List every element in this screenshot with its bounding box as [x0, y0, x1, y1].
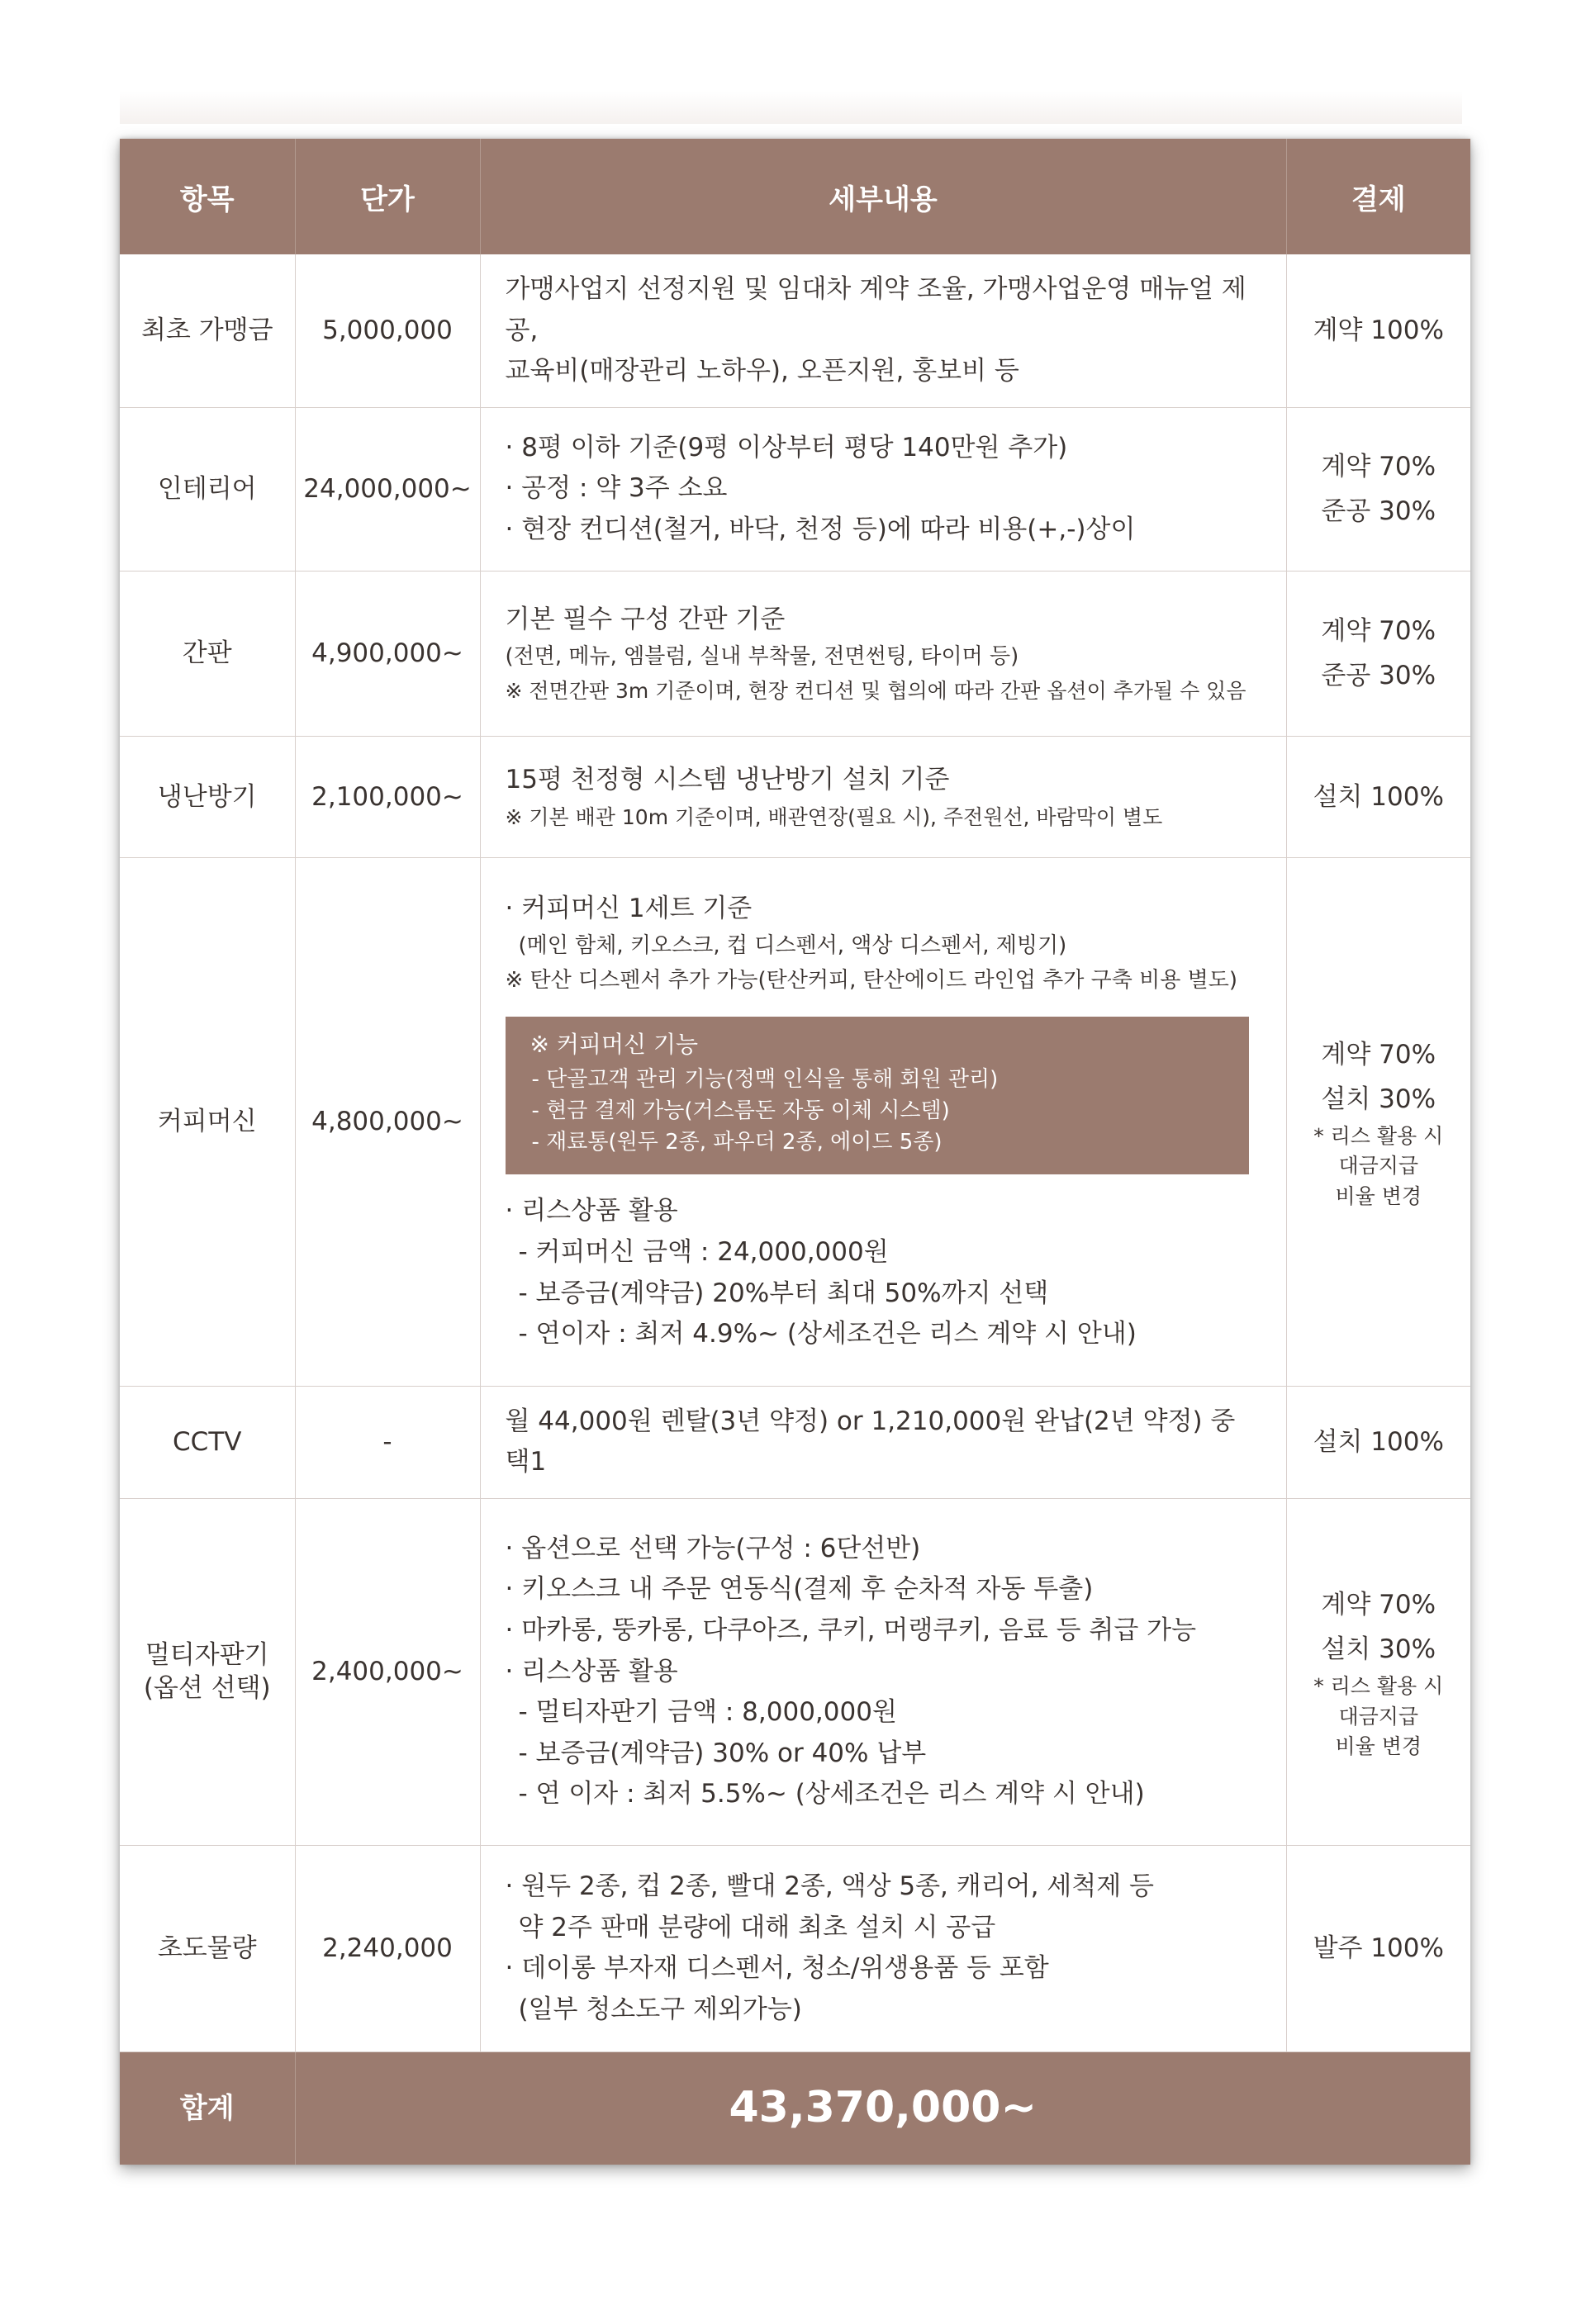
detail-line: · 리스상품 활용	[505, 1196, 678, 1226]
table-header-row	[120, 139, 1470, 254]
item-cell: 인테리어	[120, 407, 295, 571]
price-cell: 2,400,000~	[295, 1498, 480, 1845]
payment-line: 준공 30%	[1321, 661, 1436, 691]
payment-note-line: 비율 변경	[1335, 1183, 1422, 1208]
detail-line: - 연이자 : 최저 4.9%~ (상세조건은 리스 계약 시 안내)	[518, 1319, 1137, 1349]
payment-line: 발주 100%	[1313, 1933, 1444, 1964]
payment-cell	[1286, 1498, 1470, 1845]
item-cell: CCTV	[120, 1386, 295, 1498]
detail-line: - 커피머신 금액 : 24,000,000원	[518, 1236, 889, 1267]
payment-note	[1287, 1122, 1471, 1212]
detail-line: 가맹사업지 선정지원 및 임대차 계약 조율, 가맹사업운영 매뉴얼 제공,	[505, 274, 1246, 345]
payment-cell	[1286, 736, 1470, 857]
detail-cell	[480, 1386, 1286, 1498]
detail-line: 약 2주 판매 분량에 대해 최초 설치 시 공급	[518, 1912, 996, 1942]
table-row	[120, 1498, 1470, 1845]
header-payment: 결제	[1286, 139, 1470, 254]
detail-line: - 멀티자판기 금액 : 8,000,000원	[518, 1697, 897, 1728]
payment-note-line: * 리스 활용 시	[1313, 1674, 1444, 1699]
detail-line: · 원두 2종, 컵 2종, 빨대 2종, 액상 5종, 캐리어, 세척제 등	[505, 1871, 1154, 1902]
payment-line: 계약 70%	[1321, 616, 1436, 647]
item-cell: 간판	[120, 571, 295, 736]
table-row	[120, 407, 1470, 571]
price-table-sheet	[120, 139, 1470, 2165]
payment-note-line: 대금지급	[1338, 1704, 1419, 1729]
detail-cell	[480, 254, 1286, 407]
payment-cell	[1286, 407, 1470, 571]
payment-line: 설치 100%	[1313, 781, 1444, 812]
detail-line: 15평 천정형 시스템 냉난방기 설치 기준	[505, 764, 950, 794]
detail-line: · 현장 컨디션(철거, 바닥, 천정 등)에 따라 비용(+,-)상이	[505, 515, 1136, 545]
table-row	[120, 736, 1470, 857]
detail-line: (전면, 메뉴, 엠블럼, 실내 부착물, 전면썬팅, 타이머 등)	[505, 644, 1019, 670]
payment-cell	[1286, 571, 1470, 736]
detail-line: · 키오스크 내 주문 연동식(결제 후 순차적 자동 투출)	[505, 1574, 1094, 1605]
price-cell: -	[295, 1386, 480, 1498]
table-row	[120, 254, 1470, 407]
detail-line: - 보증금(계약금) 30% or 40% 납부	[518, 1738, 927, 1768]
table-row	[120, 571, 1470, 736]
item-cell: 초도물량	[120, 1845, 295, 2051]
coffee-machine-feature-box	[506, 1017, 1249, 1175]
detail-cell	[480, 736, 1286, 857]
detail-note: ※ 기본 배관 10m 기준이며, 배관연장(필요 시), 주전원선, 바람막이 별도	[505, 804, 1163, 829]
top-fade	[120, 91, 1462, 124]
price-cell: 24,000,000~	[295, 407, 480, 571]
payment-cell	[1286, 857, 1470, 1386]
header-price: 단가	[295, 139, 480, 254]
detail-note: ※ 전면간판 3m 기준이며, 현장 컨디션 및 협의에 따라 간판 옵션이 추가될 수 있음	[505, 678, 1246, 703]
detail-line: - 연 이자 : 최저 5.5%~ (상세조건은 리스 계약 시 안내)	[518, 1779, 1145, 1809]
payment-line: 설치 100%	[1313, 1427, 1444, 1458]
payment-line: 준공 30%	[1321, 496, 1436, 527]
detail-line: · 커피머신 1세트 기준	[505, 893, 753, 923]
payment-line: 설치 30%	[1321, 1634, 1436, 1665]
feature-item: - 현금 결제 가능(거스름돈 자동 이체 시스템)	[531, 1098, 950, 1123]
price-cell: 5,000,000	[295, 254, 480, 407]
total-label: 합계	[120, 2051, 295, 2165]
total-value: 43,370,000~	[295, 2051, 1470, 2165]
detail-line: 월 44,000원 렌탈(3년 약정) or 1,210,000원 완납(2년 약정) 중 택1	[505, 1406, 1236, 1477]
table-row	[120, 1845, 1470, 2051]
detail-line: 기본 필수 구성 간판 기준	[505, 604, 786, 634]
detail-note: ※ 탄산 디스펜서 추가 가능(탄산커피, 탄산에이드 라인업 추가 구축 비용 별도)	[505, 968, 1237, 994]
payment-cell	[1286, 1845, 1470, 2051]
detail-line: (일부 청소도구 제외가능)	[518, 1994, 802, 2025]
payment-note-line: * 리스 활용 시	[1313, 1124, 1444, 1149]
item-line: (옵션 선택)	[143, 1673, 271, 1704]
detail-cell	[480, 1845, 1286, 2051]
payment-note	[1287, 1672, 1471, 1762]
payment-line: 설치 30%	[1321, 1084, 1436, 1114]
detail-line: - 보증금(계약금) 20%부터 최대 50%까지 선택	[518, 1278, 1049, 1308]
detail-cell	[480, 857, 1286, 1386]
payment-line: 계약 70%	[1321, 1039, 1436, 1070]
price-table	[120, 139, 1470, 2165]
payment-cell	[1286, 254, 1470, 407]
payment-note-line: 대금지급	[1338, 1154, 1419, 1179]
payment-line: 계약 70%	[1321, 1589, 1436, 1620]
price-cell: 2,240,000	[295, 1845, 480, 2051]
item-line: 멀티자판기	[145, 1640, 269, 1671]
payment-cell	[1286, 1386, 1470, 1498]
price-cell: 4,900,000~	[295, 571, 480, 736]
table-row	[120, 857, 1470, 1386]
item-cell: 냉난방기	[120, 736, 295, 857]
item-cell	[120, 1498, 295, 1845]
price-cell: 4,800,000~	[295, 857, 480, 1386]
feature-item: - 단골고객 관리 기능(정맥 인식을 통해 회원 관리)	[531, 1067, 999, 1093]
payment-line: 계약 70%	[1321, 452, 1436, 482]
item-cell: 커피머신	[120, 857, 295, 1386]
total-row	[120, 2051, 1470, 2165]
payment-note-line: 비율 변경	[1335, 1734, 1422, 1758]
feature-box-title: ※ 커피머신 기능	[529, 1030, 699, 1058]
detail-line: 교육비(매장관리 노하우), 오픈지원, 홍보비 등	[505, 356, 1019, 387]
detail-line: · 데이롱 부자재 디스펜서, 청소/위생용품 등 포함	[505, 1953, 1049, 1984]
feature-item: - 재료통(원두 2종, 파우더 2종, 에이드 5종)	[531, 1129, 943, 1155]
header-item: 항목	[120, 139, 295, 254]
detail-cell	[480, 571, 1286, 736]
detail-line: · 공정 : 약 3주 소요	[505, 473, 728, 504]
payment-line: 계약 100%	[1313, 315, 1444, 346]
detail-cell	[480, 407, 1286, 571]
price-cell: 2,100,000~	[295, 736, 480, 857]
item-cell: 최초 가맹금	[120, 254, 295, 407]
detail-line: (메인 함체, 키오스크, 컵 디스펜서, 액상 디스펜서, 제빙기)	[518, 933, 1067, 959]
table-row	[120, 1386, 1470, 1498]
detail-cell	[480, 1498, 1286, 1845]
header-detail: 세부내용	[480, 139, 1286, 254]
detail-line: · 8평 이하 기준(9평 이상부터 평당 140만원 추가)	[505, 432, 1068, 462]
detail-line: · 마카롱, 뚱카롱, 다쿠아즈, 쿠키, 머랭쿠키, 음료 등 취급 가능	[505, 1615, 1197, 1646]
detail-line: · 리스상품 활용	[505, 1656, 678, 1686]
detail-line: · 옵션으로 선택 가능(구성 : 6단선반)	[505, 1533, 921, 1563]
